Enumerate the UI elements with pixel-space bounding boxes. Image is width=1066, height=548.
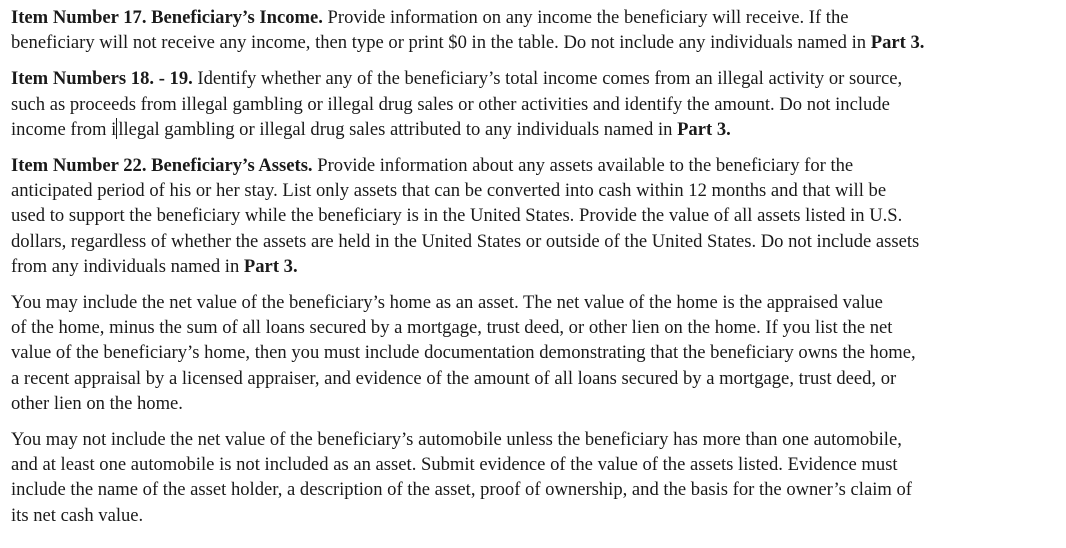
text-run: value of the beneficiary’s home, then you must include documentation demonstrating that the beneficiary owns the home, <box>11 342 916 364</box>
text-run: Provide information on any income the beneficiary will receive. If the <box>322 7 849 28</box>
paragraph-5 <box>11 427 1056 528</box>
text-line <box>11 366 1056 391</box>
text-line <box>11 427 1056 452</box>
bold-text: Item Number 22. Beneficiary’s Assets. <box>11 155 313 177</box>
text-line <box>11 203 1056 228</box>
text-run: Identify whether any of the beneficiary’s total income comes from an illegal activity or source, <box>192 68 903 90</box>
text-line <box>11 452 1056 477</box>
document-page <box>11 5 1056 539</box>
text-run: a recent appraisal by a licensed appraiser, and evidence of the amount of all loans secured by a mortgage, trust deed, or <box>11 367 897 389</box>
text-line <box>11 503 1056 528</box>
text-run: include the name of the asset holder, a description of the asset, proof of ownership, and the basis for the owner’s claim of <box>11 479 912 501</box>
bold-text: Item Number 17. Beneficiary’s Income. <box>11 7 323 28</box>
text-run: You may include the net value of the beneficiary’s home as an asset. The net value of the home is the appraised value <box>11 292 883 314</box>
text-line <box>11 229 1056 254</box>
text-line <box>11 315 1056 340</box>
text-line <box>11 391 1056 416</box>
text-line <box>11 117 1056 142</box>
text-line <box>11 66 1056 91</box>
bold-text: Item Numbers 18. - 19. <box>11 68 193 90</box>
text-run: its net cash value. <box>11 504 144 526</box>
text-line <box>11 5 1056 30</box>
text-line <box>11 92 1056 117</box>
text-line <box>11 153 1056 178</box>
paragraph-2 <box>11 66 1056 142</box>
text-run: and at least one automobile is not included as an asset. Submit evidence of the value of the assets listed. Evidence must <box>11 454 898 476</box>
text-run: other lien on the home. <box>11 392 183 414</box>
text-run: You may not include the net value of the beneficiary’s automobile unless the beneficiary has more than one automobile, <box>11 429 902 451</box>
text-run: dollars, regardless of whether the assets are held in the United States or outside of the United States. Do not include assets <box>11 230 920 252</box>
text-run: from any individuals named in <box>11 255 244 277</box>
text-run: such as proceeds from illegal gambling or illegal drug sales or other activities and identify the amount. Do not include <box>11 93 890 115</box>
paragraph-4 <box>11 290 1056 416</box>
text-run: beneficiary will not receive any income, then type or print $0 in the table. Do not include any individuals named in <box>11 32 871 54</box>
bold-text: Part 3. <box>870 32 925 54</box>
text-line <box>11 178 1056 203</box>
text-run: anticipated period of his or her stay. List only assets that can be converted into cash within 12 months and that will be <box>11 180 887 202</box>
text-run: Provide information about any assets available to the beneficiary for the <box>312 155 854 177</box>
text-line <box>11 290 1056 315</box>
text-run: of the home, minus the sum of all loans secured by a mortgage, trust deed, or other lien on the home. If you list the net <box>11 317 893 339</box>
text-run: income from i <box>11 118 117 140</box>
text-line <box>11 30 1056 55</box>
text-line <box>11 340 1056 365</box>
text-run: used to support the beneficiary while the beneficiary is in the United States. Provide the value of all assets listed in U.S. <box>11 205 903 227</box>
bold-text: Part 3. <box>243 255 298 277</box>
paragraph-1 <box>11 5 1056 55</box>
text-run: llegal gambling or illegal drug sales attributed to any individuals named in <box>118 118 678 140</box>
text-line <box>11 477 1056 502</box>
bold-text: Part 3. <box>677 118 731 140</box>
text-line <box>11 254 1056 279</box>
paragraph-3 <box>11 153 1056 279</box>
